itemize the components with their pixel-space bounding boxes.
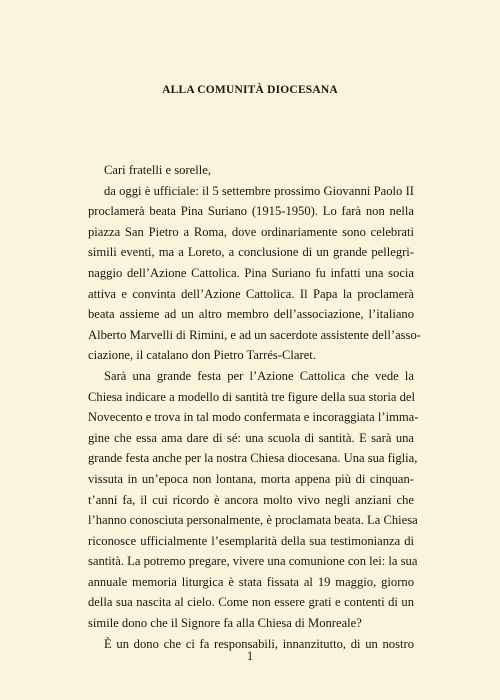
text-line: Sarà una grande festa per l’Azione Cattolica che vede la xyxy=(104,368,414,383)
body-text xyxy=(88,160,421,654)
text-line: annuale memoria liturgica è stata fissata al 19 maggio, giorno xyxy=(88,574,414,589)
text-line: l’hanno conosciuta personalmente, è proclamata beata. La Chiesa xyxy=(88,513,418,528)
text-line: vissuta in un’epoca non lontana, morta appena più di cinquan- xyxy=(88,471,414,486)
text-line: riconosce ufficialmente l’esemplarità della sua testimonianza di xyxy=(88,533,414,548)
page-heading: ALLA COMUNITÀ DIOCESANA xyxy=(162,84,338,96)
text-line: naggio dell’Azione Cattolica. Pina Suriano fu infatti una socia xyxy=(88,265,414,280)
salutation-line: Cari fratelli e sorelle, xyxy=(104,163,211,177)
text-line: da oggi è ufficiale: il 5 settembre prossimo Giovanni Paolo II xyxy=(104,183,414,198)
text-line: Alberto Marvelli di Rimini, e ad un sacerdote assistente dell’asso- xyxy=(88,327,421,342)
text-line: della sua nascita al cielo. Come non essere grati e contenti di un xyxy=(88,595,414,610)
text-line: proclamerà beata Pina Suriano (1915-1950). Lo farà non nella xyxy=(88,204,414,219)
text-line: santità. La potremo pregare, vivere una comunione con lei: la sua xyxy=(88,554,418,569)
text-line: simili eventi, ma a Loreto, a conclusione di un grande pellegri- xyxy=(88,245,414,260)
text-line: È un dono che ci fa responsabili, innanzitutto, di un nostro xyxy=(104,636,414,651)
page-number: 1 xyxy=(246,649,254,663)
text-line: simile dono che il Signore fa alla Chiesa di Monreale? xyxy=(88,616,362,631)
text-line: t’anni fa, il cui ricordo è ancora molto vivo negli anziani che xyxy=(88,492,414,507)
text-line: grande festa anche per la nostra Chiesa diocesana. Una sua figlia, xyxy=(88,451,418,466)
text-line: beata assieme ad un altro membro dell’associazione, l’italiano xyxy=(88,307,414,322)
text-line: Novecento e trova in tal modo confermata e incoraggiata l’imma- xyxy=(88,410,419,425)
text-line: gine che essa ama dare di sé: una scuola di santità. E sarà una xyxy=(88,430,414,445)
text-line: piazza San Pietro a Roma, dove ordinariamente sono celebrati xyxy=(88,224,414,239)
text-line: Chiesa indicare a modello di santità tre figure della sua storia del xyxy=(88,389,415,404)
text-line: attiva e convinta dell’Azione Cattolica. Il Papa la proclamerà xyxy=(88,286,414,301)
text-line: ciazione, il catalano don Pietro Tarrés-Claret. xyxy=(88,348,316,363)
